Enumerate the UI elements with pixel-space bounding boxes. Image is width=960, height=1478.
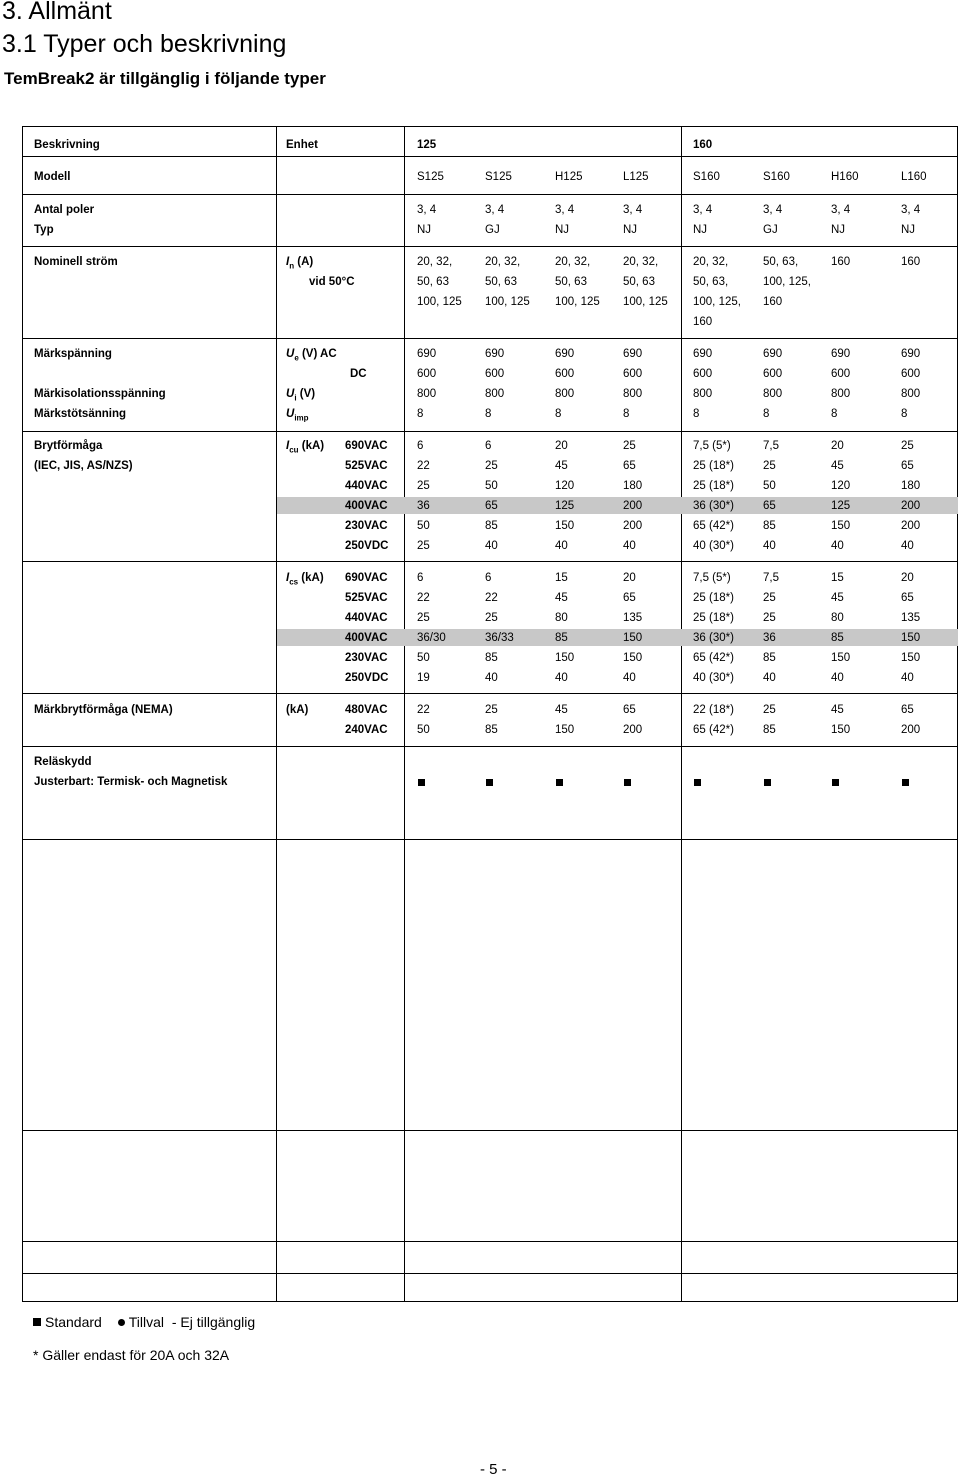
standard-square-icon xyxy=(902,779,909,786)
symbol-uimp: $U_{imp}$ xyxy=(286,408,309,423)
voltage-cell: 690 xyxy=(831,348,851,360)
voltage-label: 250VDC xyxy=(345,540,389,552)
service-breaking-cell: 36 xyxy=(763,632,776,644)
type-cell: NJ xyxy=(831,224,846,236)
tillval-dot-icon xyxy=(118,1319,125,1326)
row-divider xyxy=(23,561,957,562)
service-breaking-cell: 45 xyxy=(831,592,844,604)
impulse-voltage-cell: 8 xyxy=(417,408,424,420)
nominal-current-cell: 100, 125 xyxy=(417,296,462,308)
service-breaking-cell: 40 (30*) xyxy=(693,672,734,684)
nominal-current-cell: 50, 63, xyxy=(693,276,729,288)
row-divider xyxy=(23,746,957,747)
nominal-current-cell: 20, 32, xyxy=(555,256,591,268)
label-brytformaga: Brytförmåga xyxy=(34,440,103,452)
nominal-current-cell: 160 xyxy=(901,256,921,268)
impulse-voltage-cell: 8 xyxy=(763,408,770,420)
insulation-voltage-cell: 800 xyxy=(831,388,851,400)
service-breaking-cell: 40 xyxy=(485,672,498,684)
breaking-capacity-cell: 25 xyxy=(485,460,498,472)
voltage-label: 250VDC xyxy=(345,672,389,684)
voltage-label: 440VAC xyxy=(345,480,388,492)
legend-ej: - Ej tillgänglig xyxy=(171,1314,256,1330)
breaking-capacity-cell: 40 (30*) xyxy=(693,540,734,552)
nominal-current-cell: 160 xyxy=(831,256,851,268)
service-breaking-cell: 7,5 xyxy=(763,572,779,584)
row-divider xyxy=(23,246,957,247)
nema-cell: 22 (18*) xyxy=(693,704,734,716)
symbol-ics: $I_{cs}$ (kA) xyxy=(286,572,324,587)
service-breaking-cell: 20 xyxy=(901,572,914,584)
service-breaking-cell: 25 xyxy=(763,612,776,624)
breaking-capacity-cell: 25 xyxy=(763,460,776,472)
nema-cell: 85 xyxy=(485,724,498,736)
impulse-voltage-cell: 8 xyxy=(901,408,908,420)
model-cell: H125 xyxy=(555,171,583,183)
insulation-voltage-cell: 800 xyxy=(555,388,575,400)
breaking-capacity-cell: 25 xyxy=(901,440,914,452)
voltage-label: 690VAC xyxy=(345,440,388,452)
service-breaking-cell: 85 xyxy=(485,652,498,664)
service-breaking-cell: 22 xyxy=(485,592,498,604)
voltage-cell: 690 xyxy=(763,348,783,360)
service-breaking-cell: 25 (18*) xyxy=(693,612,734,624)
breaking-capacity-cell: 50 xyxy=(485,480,498,492)
voltage-cell: 600 xyxy=(623,368,643,380)
service-breaking-cell: 50 xyxy=(417,652,430,664)
poles-cell: 3, 4 xyxy=(693,204,713,216)
symbol-icu: $I_{cu}$ (kA) xyxy=(286,440,325,455)
standard-square-icon xyxy=(694,779,701,786)
type-cell: GJ xyxy=(763,224,778,236)
insulation-voltage-cell: 800 xyxy=(763,388,783,400)
service-breaking-cell: 40 xyxy=(623,672,636,684)
breaking-capacity-cell: 6 xyxy=(485,440,492,452)
legend-tillval: Tillval xyxy=(128,1314,164,1330)
nominal-current-cell: 160 xyxy=(693,316,713,328)
unit-dc: DC xyxy=(350,368,367,380)
breaking-capacity-cell: 6 xyxy=(417,440,424,452)
standard-square-icon xyxy=(624,779,631,786)
breaking-capacity-cell: 7,5 (5*) xyxy=(693,440,731,452)
breaking-capacity-cell: 20 xyxy=(555,440,568,452)
service-breaking-cell: 25 xyxy=(485,612,498,624)
type-cell: NJ xyxy=(623,224,638,236)
header-group-160: 160 xyxy=(693,139,713,151)
voltage-cell: 600 xyxy=(763,368,783,380)
voltage-cell: 600 xyxy=(555,368,575,380)
voltage-cell: 600 xyxy=(901,368,921,380)
page-number: - 5 - xyxy=(480,1461,507,1478)
nema-cell: 22 xyxy=(417,704,430,716)
nominal-current-cell: 100, 125, xyxy=(693,296,741,308)
nominal-current-cell: 50, 63 xyxy=(485,276,517,288)
voltage-label: 525VAC xyxy=(345,592,388,604)
breaking-capacity-cell: 40 xyxy=(555,540,568,552)
type-cell: NJ xyxy=(555,224,570,236)
unit-ka: (kA) xyxy=(286,704,309,716)
service-breaking-cell: 36/33 xyxy=(485,632,514,644)
impulse-voltage-cell: 8 xyxy=(831,408,838,420)
breaking-capacity-cell: 50 xyxy=(417,520,430,532)
nominal-current-cell: 20, 32, xyxy=(485,256,521,268)
voltage-cell: 600 xyxy=(693,368,713,380)
breaking-capacity-cell: 65 xyxy=(623,460,636,472)
label-releskydd: Reläskydd xyxy=(34,756,92,768)
breaking-capacity-cell: 120 xyxy=(831,480,851,492)
nominal-current-cell: 160 xyxy=(763,296,783,308)
breaking-capacity-cell: 36 (30*) xyxy=(693,500,734,512)
type-cell: NJ xyxy=(901,224,916,236)
impulse-voltage-cell: 8 xyxy=(693,408,700,420)
label-justerbart: Justerbart: Termisk- och Magnetisk xyxy=(34,776,228,788)
voltage-cell: 600 xyxy=(831,368,851,380)
type-cell: GJ xyxy=(485,224,500,236)
header-enhet: Enhet xyxy=(286,139,318,151)
service-breaking-cell: 7,5 (5*) xyxy=(693,572,731,584)
impulse-voltage-cell: 8 xyxy=(485,408,492,420)
label-markisolationsspanning: Märkisolationsspänning xyxy=(34,388,166,400)
breaking-capacity-cell: 40 xyxy=(901,540,914,552)
nema-cell: 200 xyxy=(623,724,643,736)
standard-square-icon xyxy=(418,779,425,786)
row-divider xyxy=(23,338,957,339)
poles-cell: 3, 4 xyxy=(831,204,851,216)
service-breaking-cell: 6 xyxy=(485,572,492,584)
service-breaking-cell: 135 xyxy=(623,612,643,624)
service-breaking-cell: 85 xyxy=(763,652,776,664)
symbol-in: $I_n$ (A) xyxy=(286,256,314,271)
service-breaking-cell: 65 xyxy=(901,592,914,604)
model-cell: S125 xyxy=(485,171,512,183)
nominal-current-cell: 20, 32, xyxy=(623,256,659,268)
breaking-capacity-cell: 85 xyxy=(485,520,498,532)
legend-standard: Standard xyxy=(45,1314,102,1330)
column-divider xyxy=(681,127,682,1301)
breaking-capacity-cell: 65 xyxy=(485,500,498,512)
nominal-current-cell: 50, 63, xyxy=(763,256,799,268)
voltage-cell: 690 xyxy=(555,348,575,360)
type-cell: NJ xyxy=(693,224,708,236)
label-markspanning: Märkspänning xyxy=(34,348,112,360)
legend xyxy=(33,1314,259,1330)
breaking-capacity-cell: 180 xyxy=(623,480,643,492)
nominal-current-cell: 100, 125, xyxy=(763,276,811,288)
model-cell: L160 xyxy=(901,171,927,183)
breaking-capacity-cell: 200 xyxy=(623,520,643,532)
nema-cell: 150 xyxy=(555,724,575,736)
insulation-voltage-cell: 800 xyxy=(623,388,643,400)
service-breaking-cell: 150 xyxy=(831,652,851,664)
insulation-voltage-cell: 800 xyxy=(485,388,505,400)
symbol-ui: $U_i$ (V) xyxy=(286,388,316,403)
breaking-capacity-cell: 20 xyxy=(831,440,844,452)
voltage-cell: 690 xyxy=(623,348,643,360)
nominal-current-cell: 100, 125 xyxy=(623,296,668,308)
nominal-current-cell: 50, 63 xyxy=(623,276,655,288)
breaking-capacity-cell: 65 xyxy=(901,460,914,472)
voltage-cell: 690 xyxy=(693,348,713,360)
poles-cell: 3, 4 xyxy=(763,204,783,216)
service-breaking-cell: 85 xyxy=(555,632,568,644)
breaking-capacity-cell: 45 xyxy=(555,460,568,472)
poles-cell: 3, 4 xyxy=(623,204,643,216)
breaking-capacity-cell: 50 xyxy=(763,480,776,492)
standard-square-icon xyxy=(33,1318,41,1326)
breaking-capacity-cell: 65 xyxy=(763,500,776,512)
breaking-capacity-cell: 125 xyxy=(555,500,575,512)
type-cell: NJ xyxy=(417,224,432,236)
breaking-capacity-cell: 25 xyxy=(417,480,430,492)
standard-square-icon xyxy=(486,779,493,786)
service-breaking-cell: 80 xyxy=(555,612,568,624)
nema-cell: 150 xyxy=(831,724,851,736)
symbol-ue: $U_e$ (V) AC xyxy=(286,348,337,363)
service-breaking-cell: 40 xyxy=(831,672,844,684)
voltage-label: 440VAC xyxy=(345,612,388,624)
nominal-current-cell: 50, 63 xyxy=(417,276,449,288)
model-cell: S160 xyxy=(763,171,790,183)
service-breaking-cell: 150 xyxy=(623,652,643,664)
row-divider xyxy=(23,431,957,432)
service-breaking-cell: 150 xyxy=(901,652,921,664)
service-breaking-cell: 25 xyxy=(417,612,430,624)
nema-cell: 50 xyxy=(417,724,430,736)
nominal-current-cell: 100, 125 xyxy=(485,296,530,308)
row-divider xyxy=(23,1273,957,1274)
row-divider xyxy=(23,156,957,157)
label-modell: Modell xyxy=(34,171,71,183)
service-breaking-cell: 40 xyxy=(901,672,914,684)
voltage-cell: 600 xyxy=(485,368,505,380)
service-breaking-cell: 19 xyxy=(417,672,430,684)
nominal-current-cell: 20, 32, xyxy=(417,256,453,268)
impulse-voltage-cell: 8 xyxy=(555,408,562,420)
breaking-capacity-cell: 150 xyxy=(831,520,851,532)
service-breaking-cell: 65 xyxy=(623,592,636,604)
poles-cell: 3, 4 xyxy=(555,204,575,216)
breaking-capacity-cell: 40 xyxy=(831,540,844,552)
breaking-capacity-cell: 25 (18*) xyxy=(693,460,734,472)
service-breaking-cell: 6 xyxy=(417,572,424,584)
breaking-capacity-cell: 85 xyxy=(763,520,776,532)
service-breaking-cell: 15 xyxy=(555,572,568,584)
breaking-capacity-cell: 200 xyxy=(901,520,921,532)
insulation-voltage-cell: 800 xyxy=(417,388,437,400)
voltage-label: 480VAC xyxy=(345,704,388,716)
breaking-capacity-cell: 40 xyxy=(623,540,636,552)
breaking-capacity-cell: 22 xyxy=(417,460,430,472)
row-divider xyxy=(23,839,957,840)
nominal-current-cell: 20, 32, xyxy=(693,256,729,268)
unit-vid-50c: vid 50°C xyxy=(309,276,355,288)
service-breaking-cell: 150 xyxy=(901,632,921,644)
voltage-label: 525VAC xyxy=(345,460,388,472)
label-antal-poler: Antal poler xyxy=(34,204,95,216)
service-breaking-cell: 135 xyxy=(901,612,921,624)
label-nominell-strom: Nominell ström xyxy=(34,256,118,268)
nema-cell: 85 xyxy=(763,724,776,736)
nema-cell: 45 xyxy=(555,704,568,716)
column-divider xyxy=(404,127,405,1301)
breaking-capacity-cell: 65 (42*) xyxy=(693,520,734,532)
poles-cell: 3, 4 xyxy=(417,204,437,216)
row-divider xyxy=(23,1130,957,1131)
insulation-voltage-cell: 800 xyxy=(901,388,921,400)
nema-cell: 65 xyxy=(901,704,914,716)
breaking-capacity-cell: 40 xyxy=(763,540,776,552)
nema-cell: 25 xyxy=(485,704,498,716)
spec-table xyxy=(22,126,958,1302)
breaking-capacity-cell: 40 xyxy=(485,540,498,552)
nema-cell: 200 xyxy=(901,724,921,736)
breaking-capacity-cell: 25 (18*) xyxy=(693,480,734,492)
breaking-capacity-cell: 45 xyxy=(831,460,844,472)
column-divider xyxy=(276,127,277,1301)
service-breaking-cell: 150 xyxy=(623,632,643,644)
breaking-capacity-cell: 25 xyxy=(417,540,430,552)
voltage-cell: 690 xyxy=(901,348,921,360)
voltage-cell: 690 xyxy=(485,348,505,360)
heading-chapter: 3. Allmänt xyxy=(2,0,112,25)
poles-cell: 3, 4 xyxy=(485,204,505,216)
label-markstotsanning: Märkstötsänning xyxy=(34,408,127,420)
service-breaking-cell: 20 xyxy=(623,572,636,584)
service-breaking-cell: 40 xyxy=(763,672,776,684)
voltage-label: 400VAC xyxy=(345,500,388,512)
service-breaking-cell: 36/30 xyxy=(417,632,446,644)
nema-cell: 25 xyxy=(763,704,776,716)
service-breaking-cell: 25 (18*) xyxy=(693,592,734,604)
nominal-current-cell: 100, 125 xyxy=(555,296,600,308)
nema-cell: 45 xyxy=(831,704,844,716)
breaking-capacity-cell: 150 xyxy=(555,520,575,532)
voltage-cell: 690 xyxy=(417,348,437,360)
row-divider xyxy=(23,194,957,195)
breaking-capacity-cell: 7,5 xyxy=(763,440,779,452)
service-breaking-cell: 65 (42*) xyxy=(693,652,734,664)
model-cell: S160 xyxy=(693,171,720,183)
footnote: * Gäller endast för 20A och 32A xyxy=(33,1347,230,1363)
service-breaking-cell: 15 xyxy=(831,572,844,584)
row-divider xyxy=(23,693,957,694)
service-breaking-cell: 22 xyxy=(417,592,430,604)
model-cell: S125 xyxy=(417,171,444,183)
standard-square-icon xyxy=(764,779,771,786)
label-iec-jis-asnzs: (IEC, JIS, AS/NZS) xyxy=(34,460,133,472)
service-breaking-cell: 85 xyxy=(831,632,844,644)
breaking-capacity-cell: 25 xyxy=(623,440,636,452)
model-cell: L125 xyxy=(623,171,649,183)
insulation-voltage-cell: 800 xyxy=(693,388,713,400)
breaking-capacity-cell: 180 xyxy=(901,480,921,492)
nema-cell: 65 (42*) xyxy=(693,724,734,736)
nema-cell: 65 xyxy=(623,704,636,716)
nominal-current-cell: 50, 63 xyxy=(555,276,587,288)
header-beskrivning: Beskrivning xyxy=(34,139,100,151)
impulse-voltage-cell: 8 xyxy=(623,408,630,420)
voltage-cell: 600 xyxy=(417,368,437,380)
model-cell: H160 xyxy=(831,171,859,183)
service-breaking-cell: 40 xyxy=(555,672,568,684)
voltage-label: 240VAC xyxy=(345,724,388,736)
standard-square-icon xyxy=(832,779,839,786)
service-breaking-cell: 45 xyxy=(555,592,568,604)
service-breaking-cell: 25 xyxy=(763,592,776,604)
label-nema: Märkbrytförmåga (NEMA) xyxy=(34,704,173,716)
voltage-label: 400VAC xyxy=(345,632,388,644)
label-typ: Typ xyxy=(34,224,54,236)
breaking-capacity-cell: 200 xyxy=(623,500,643,512)
breaking-capacity-cell: 36 xyxy=(417,500,430,512)
breaking-capacity-cell: 120 xyxy=(555,480,575,492)
service-breaking-cell: 80 xyxy=(831,612,844,624)
heading-section: 3.1 Typer och beskrivning xyxy=(2,30,287,58)
standard-square-icon xyxy=(556,779,563,786)
voltage-label: 690VAC xyxy=(345,572,388,584)
poles-cell: 3, 4 xyxy=(901,204,921,216)
row-divider xyxy=(23,1241,957,1242)
subtitle: TemBreak2 är tillgänglig i följande typer xyxy=(4,69,326,88)
breaking-capacity-cell: 125 xyxy=(831,500,851,512)
service-breaking-cell: 36 (30*) xyxy=(693,632,734,644)
breaking-capacity-cell: 200 xyxy=(901,500,921,512)
voltage-label: 230VAC xyxy=(345,652,388,664)
voltage-label: 230VAC xyxy=(345,520,388,532)
header-group-125: 125 xyxy=(417,139,437,151)
service-breaking-cell: 150 xyxy=(555,652,575,664)
